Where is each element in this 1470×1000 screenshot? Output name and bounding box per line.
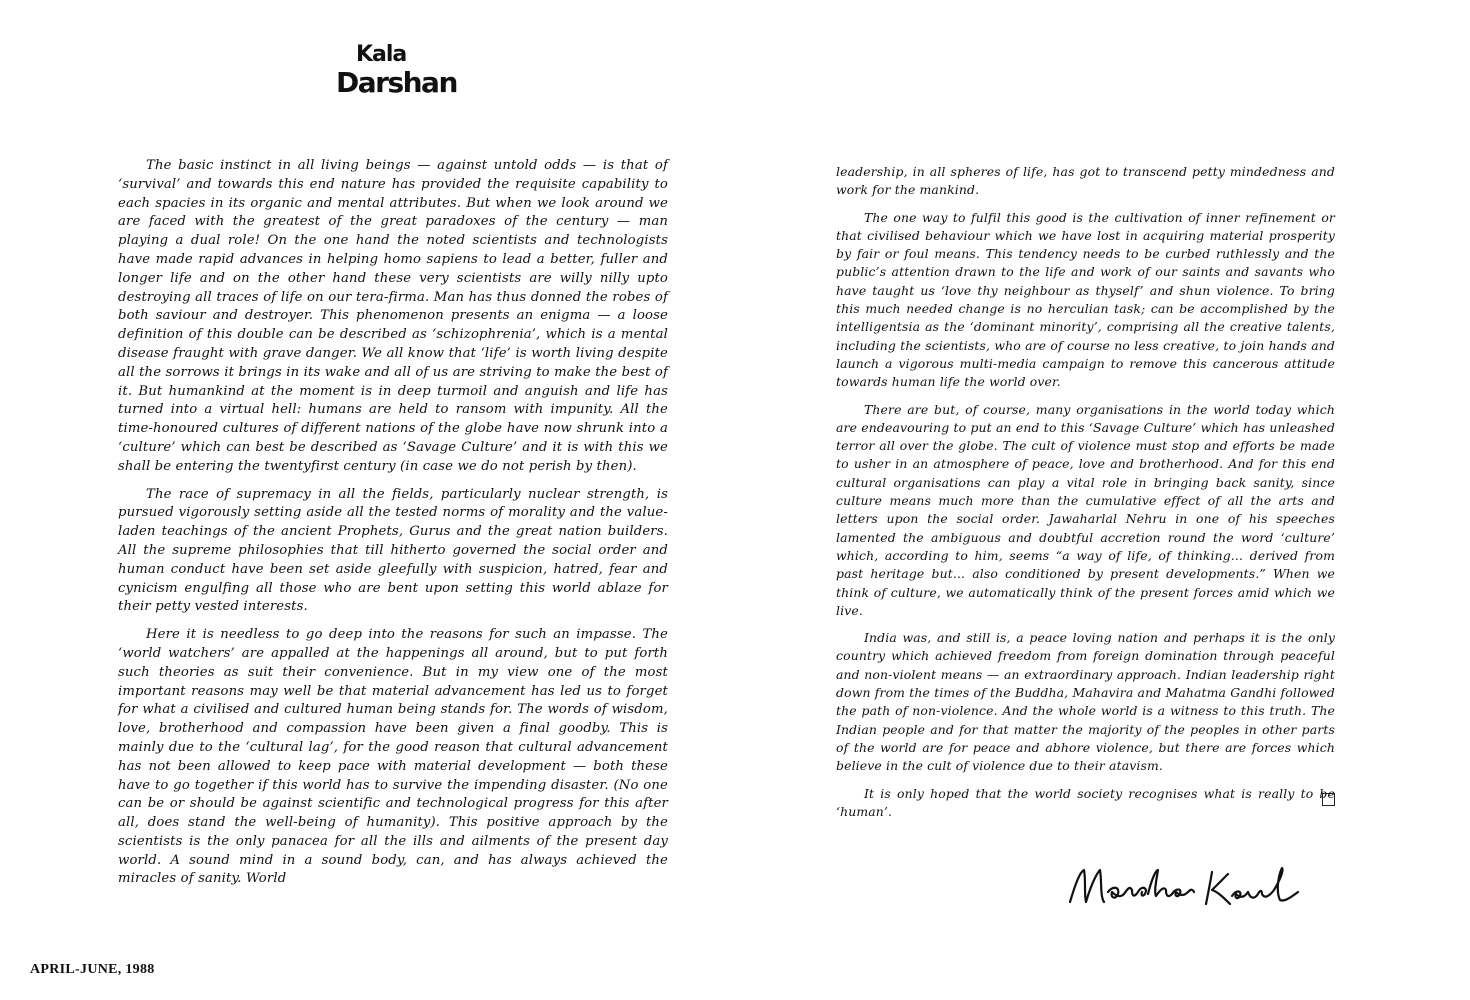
paragraph: There are but, of course, many organisations in the world today which are endeavouring to put an end to this ‘Savage Culture’ which has unleashed terror all over the globe. The cult of violence must stop and efforts be made to usher in an atmosphere of peace, love and brotherhood. And for this end cultural organisations can play a vital role in bringing back sanity, since culture means much more than the cumulative effect of all the arts and letters upon the social order. Jawaharlal Nehru in one of his speeches lamented the ambiguous and doubtful accretion round the word ‘culture’ which, according to him, seems “a way of life, of thinking... derived from past heritage but... also conditioned by present developments.” When we think of culture, we automatically think of the present forces amid which we live. — [836, 401, 1335, 618]
logo-line-1: Kala — [356, 42, 407, 67]
paragraph: It is only hoped that the world society recognises what is really to be ‘human’. — [836, 785, 1335, 819]
left-column — [118, 157, 668, 898]
logo-line-2: Darshan — [336, 66, 457, 99]
paragraph: India was, and still is, a peace loving nation and perhaps it is the only country which achieved freedom from foreign domination through peaceful and non-violent means — an extraordinary approach. Indian leadership right down from the times of the Buddha, Mahavira and Mahatma Gandhi followed the path of non-violence. And the whole world is a witness to this truth. The Indian people and for that matter the majority of the peoples in other parts of the world are for peace and abhore violence, but there are forces which believe in the cult of violence due to their atavism. — [836, 630, 1335, 774]
paragraph: Here it is needless to go deep into the reasons for such an impasse. The ‘world watchers’ are appalled at the happenings all around, but to put forth such theories as suit their convenience. But in my view one of the most important reasons may well be that material advancement has led us to forget for what a civilised and cultured human being stands for. The words of wisdom, love, brotherhood and compassion have been given a final goodby. This is mainly due to the ‘cultural lag’, for the good reason that cultural advancement has not been allowed to keep pace with material development — both these have to go together if this world has to survive the impending disaster. (No one can be or should be against scientific and technological progress for this after all, does stand the well-being of humanity). This positive approach by the scientists is the only panacea for all the ills and ailments of the present day world. A sound mind in a sound body, can, and has always achieved the miracles of sanity. World — [118, 627, 668, 887]
logo — [334, 42, 474, 97]
issue-date: APRIL-JUNE, 1988 — [30, 962, 155, 977]
paragraph: The race of supremacy in all the fields, particularly nuclear strength, is pursued vigorously setting aside all the tested norms of morality and the value-laden teachings of the ancient Prophets, Gurus and the great nation builders. All the supreme philosophies that till hitherto governed the social order and human conduct have been set aside gleefully with suspicion, hatred, fear and cynicism engulfing all those who are bent upon setting this world ablaze for their petty vested interests. — [118, 486, 668, 615]
paragraph: The basic instinct in all living beings — against untold odds — is that of ‘survival’ and towards this end nature has provided the requisite capability to each spacies in its organic and mental attributes. But when we look around we are faced with the greatest of the great paradoxes of the century — man playing a dual role! On the one hand the noted scientists and technologists have made rapid advances in helping homo sapiens to lead a better, fuller and longer life and on the other hand these very scientists are willy nilly upto destroying all traces of life on our tera-firma. Man has thus donned the robes of both saviour and destroyer. This phenomenon presents an enigma — a loose definition of this double can be described as ‘schizophrenia’, which is a mental disease fraught with grave danger. We all know that ‘life’ is worth living despite all the sorrows it brings in its wake and all of us are striving to make the best of it. But humankind at the moment is in deep turmoil and anguish and life has turned into a virtual hell: humans are held to ransom with impunity. All the time-honoured cultures of different nations of the globe have now shrunk into a ‘culture’ which can best be described as ‘Savage Culture’ and it is with this we shall be entering the twentyfirst century (in case we do not perish by then). — [118, 158, 668, 474]
signature — [1062, 862, 1312, 917]
paragraph: leadership, in all spheres of life, has got to transcend petty mindedness and work for the mankind. — [836, 164, 1335, 198]
paragraph: The one way to fulfil this good is the cultivation of inner refinement or that civilised behaviour which we have lost in acquiring material prosperity by fair or foul means. This tendency needs to be curbed ruthlessly and the public’s attention drawn to the life and work of our saints and savants who have taught us ‘love thy neighbour as thyself’ and shun violence. To bring this much needed change is no herculian task; can be accomplished by the intelligentsia as the ‘dominant minority’, comprising all the creative talents, including the scientists, who are of course no less creative, to join hands and launch a vigorous multi-media campaign to remove this cancerous attitude towards human life the world over. — [836, 209, 1335, 390]
end-mark-icon — [1322, 793, 1335, 806]
right-column — [836, 163, 1335, 830]
